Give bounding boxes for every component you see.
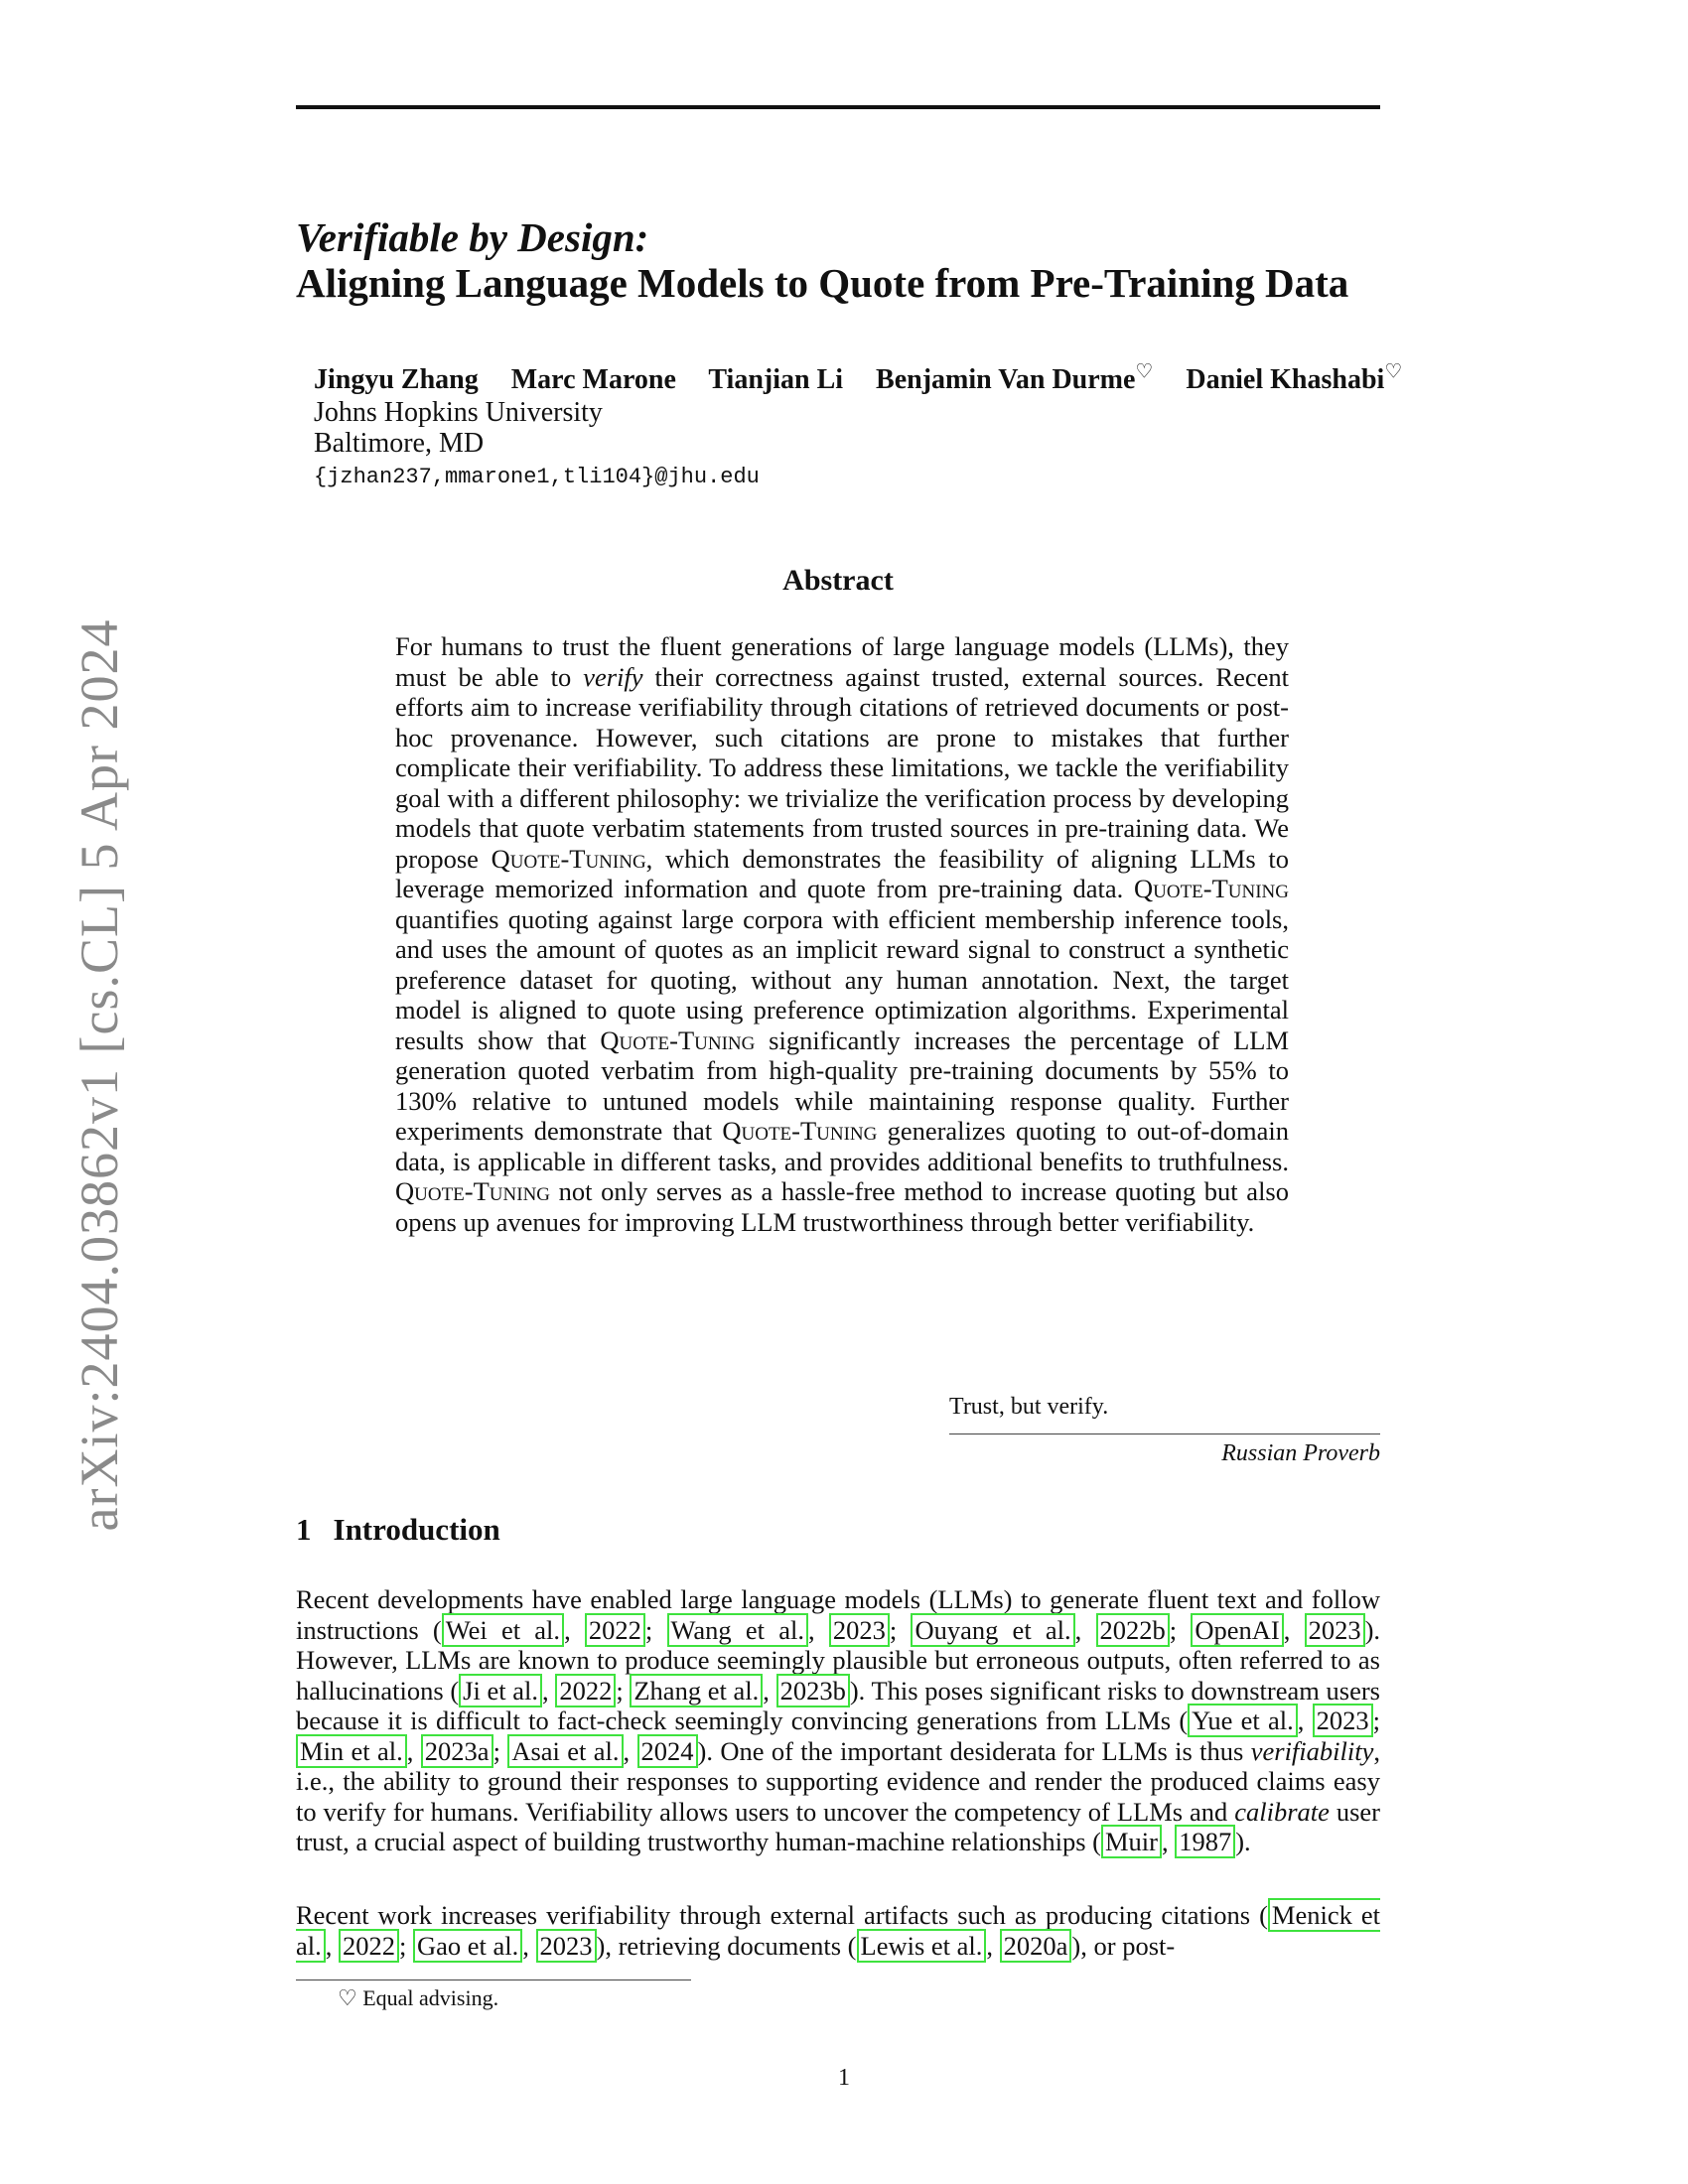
citation-link[interactable]: 2023 [829,1613,890,1647]
section-heading-introduction [296,1512,500,1548]
epigraph-quote: Trust, but verify. [949,1394,1109,1420]
citation-link[interactable]: Zhang et al. [630,1674,763,1707]
citation-link[interactable]: Min et al. [296,1734,407,1768]
paper-title [296,214,1438,306]
title-line-2: Aligning Language Models to Quote from Pre-Training Data [296,260,1349,306]
location: Baltimore, MD [314,428,485,459]
citation-link[interactable]: OpenAI [1191,1613,1283,1647]
citation-link[interactable]: 2023a [421,1734,493,1768]
citation-link[interactable]: 2020a [1000,1929,1072,1963]
author-email: {jzhan237,mmarone1,tli104}@jhu.edu [314,465,760,489]
epigraph-divider [949,1433,1380,1434]
author-name: Marc Marone [510,364,676,395]
abstract-heading: Abstract [782,564,894,597]
citation-link[interactable]: 2022 [339,1929,399,1963]
citation-link[interactable]: Asai et al. [507,1734,623,1768]
intro-paragraph-2: Recent work increases verifiability through external artifacts such as producing citations ( Menick et al. , 2022 ; Gao et al. , 2023 ), retrieving documents ( Lewis et al. , 2020a ), or post- [296,1900,1380,1961]
epigraph-source: Russian Proverb [1221,1440,1380,1466]
footnote: ♡ Equal advising. [338,1985,499,2010]
author-list [314,360,1456,397]
citation-link[interactable]: 2023 [1313,1704,1373,1737]
method-name: Quote-Tuning [395,1176,551,1206]
citation-link[interactable]: Wang et al. [667,1613,808,1647]
heart-icon: ♡ [1384,360,1403,383]
epigraph [949,1392,1380,1467]
citation-link[interactable]: 2023 [1305,1613,1365,1647]
title-line-1: Verifiable by Design: [296,214,649,260]
arxiv-identifier-stamp: arXiv:2404.03862v1 [cs.CL] 5 Apr 2024 [70,618,129,1532]
heart-icon: ♡ [1135,360,1154,383]
author-name: Jingyu Zhang [314,364,479,395]
top-rule [296,105,1380,109]
citation-link[interactable]: Menick et al. [296,1900,1380,1961]
citation-link[interactable]: Lewis et al. [857,1929,987,1963]
citation-link[interactable]: Gao et al. [413,1929,522,1963]
abstract-text: For humans to trust the fluent generations of large language models (LLMs), they must be able to verify their correctness against trusted, external sources. Recent efforts aim to increase verifiability through citations of retrieved documents or post-hoc provenance. However, such citations are prone to mistakes that further complicate their verifiability. To address these limitations, we tackle the verifiability goal with a different philosophy: we trivialize the verification process by developing models that quote verbatim statements from trusted sources in pre-training data. We propose Quote-Tuning, which demonstrates the feasibility of aligning LLMs to leverage memorized information and quote from pre-training data. Quote-Tuning quantifies quoting against large corpora with efficient membership inference tools, and uses the amount of quotes as an implicit reward signal to construct a synthetic preference dataset for quoting, without any human annotation. Next, the target model is aligned to quote using preference optimization algorithms. Experimental results show that Quote-Tuning significantly increases the percentage of LLM generation quoted verbatim from high-quality pre-training documents by 55% to 130% relative to untuned models while maintaining response quality. Further experiments demonstrate that Quote-Tuning generalizes quoting to out-of-domain data, is applicable in different tasks, and provides additional benefits to truthfulness. Quote-Tuning not only serves as a hassle-free method to increase quoting but also opens up avenues for improving LLM trustworthiness through better verifiability. [395,631,1290,1237]
citation-link[interactable]: 2023b [776,1674,850,1707]
author-name-with-mark [876,360,1154,395]
citation-link[interactable]: 2022 [585,1613,645,1647]
author-name: Daniel Khashabi [1186,364,1385,395]
author-block [314,360,1456,494]
method-name: Quote-Tuning [600,1024,756,1055]
citation-link[interactable]: Ouyang et al. [911,1613,1074,1647]
citation-link[interactable]: Muir [1101,1825,1162,1858]
citation-link[interactable]: 2022 [555,1674,616,1707]
method-name: Quote-Tuning [491,843,646,874]
citation-link[interactable]: Yue et al. [1188,1704,1298,1737]
page-number: 1 [838,2065,850,2091]
citation-link[interactable]: Ji et al. [459,1674,542,1707]
author-name: Tianjian Li [708,364,844,395]
section-title: Introduction [333,1512,500,1547]
intro-paragraph-1: Recent developments have enabled large language models (LLMs) to generate fluent text and follow instructions ( Wei et al. , 2022 ; Wang et al. , 2023 ; Ouyang et al. , 2022b ; OpenAI , 2023 ). However, LLMs are known to produce seemingly plausible but erroneous outputs, often referred to as hallucinations ( Ji et al. , 2022 ; Zhang et al. , 2023b ). This poses significant risks to downstream users because it is difficult to fact-check seemingly convincing generations from LLMs ( Yue et al. , 2023 ; Min et al. , 2023a ; Asai et al. , 2024 ). One of the important desiderata for LLMs is thus verifiability, i.e., the ability to ground their responses to supporting evidence and render the produced claims easy to verify for humans. Verifiability allows users to uncover the competency of LLMs and calibrate user trust, a crucial aspect of building trustworthy human-machine relationships ( Muir , 1987 ). [296,1584,1381,1856]
method-name: Quote-Tuning [1133,874,1289,903]
citation-link[interactable]: 2023 [536,1929,597,1963]
method-name: Quote-Tuning [722,1116,878,1146]
author-name-with-mark [1186,360,1403,395]
citation-link[interactable]: Wei et al. [442,1613,564,1647]
footnote-divider [296,1979,691,1980]
citation-link[interactable]: 1987 [1175,1825,1235,1858]
section-number: 1 [296,1512,312,1547]
author-name: Benjamin Van Durme [876,364,1136,395]
citation-link[interactable]: 2024 [637,1734,698,1768]
affiliation: Johns Hopkins University [314,397,603,428]
citation-link[interactable]: 2022b [1096,1613,1170,1647]
